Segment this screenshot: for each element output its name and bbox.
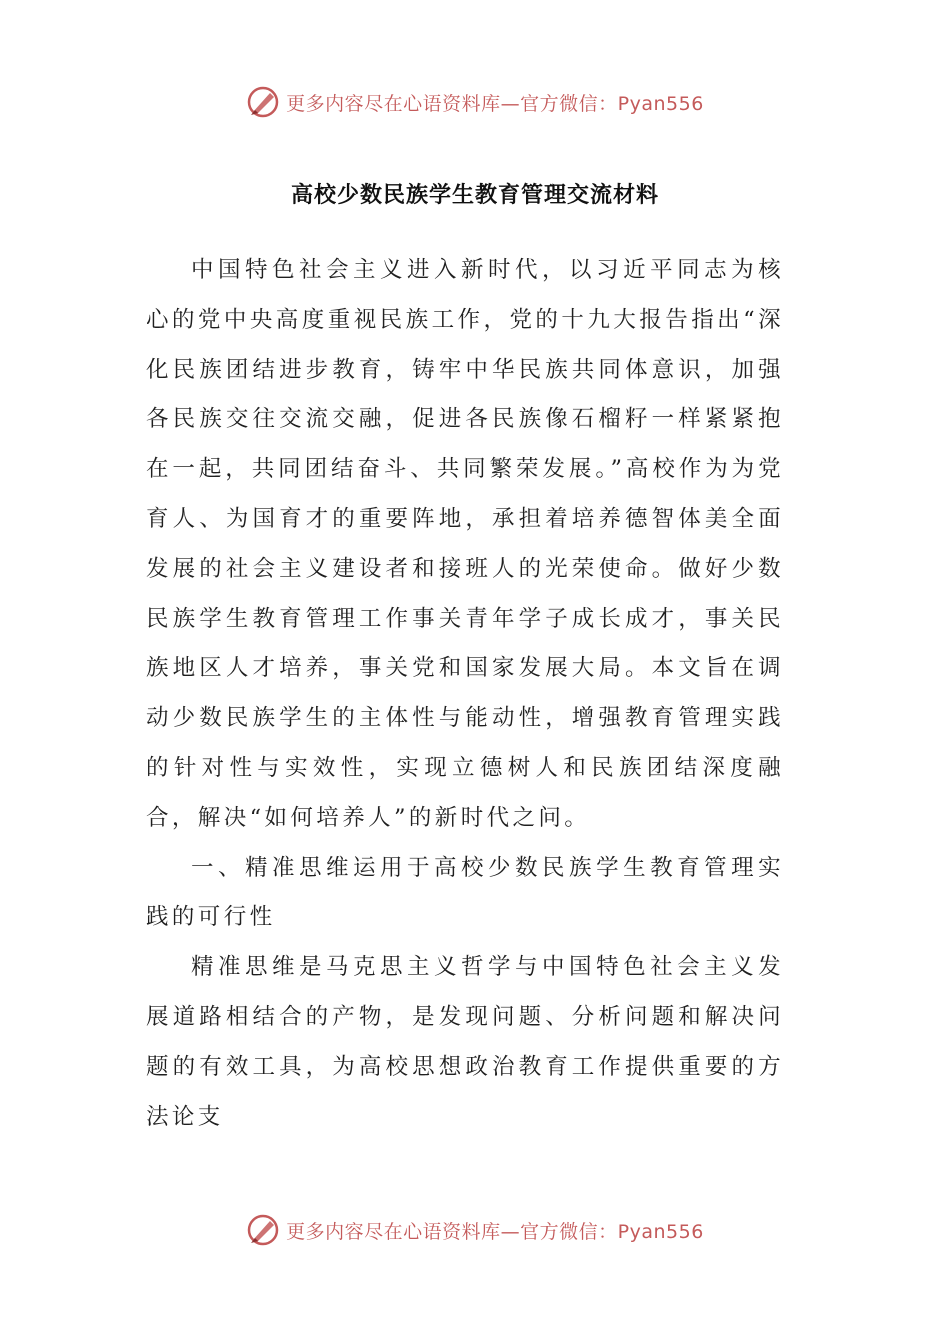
footer-banner [0, 1210, 950, 1250]
header-banner [0, 82, 950, 122]
pen-logo-icon [246, 1213, 280, 1247]
paragraph-section-1: 精准思维是马克思主义哲学与中国特色社会主义发展道路相结合的产物，是发现问题、分析问题和解决问题的有效工具，为高校思想政治教育工作提供重要的方法论支 [146, 954, 784, 1130]
document-body [146, 246, 784, 1142]
pen-logo-icon [246, 85, 280, 119]
document-title: 高校少数民族学生教育管理交流材料 [290, 183, 659, 208]
section-heading-1: 一、精准思维运用于高校少数民族学生教育管理实践的可行性 [146, 854, 784, 931]
footer-banner-text: 更多内容尽在心语资料库—官方微信：Pyan556 [286, 1220, 704, 1243]
paragraph-intro: 中国特色社会主义进入新时代，以习近平同志为核心的党中央高度重视民族工作，党的十九大报告指出“深化民族团结进步教育，铸牢中华民族共同体意识，加强各民族交往交流交融，促进各民族像石榴籽一样紧紧抱在一起，共同团结奋斗、共同繁荣发展。”高校作为为党育人、为国育才的重要阵地，承担着培养德智体美全面发展的社会主义建设者和接班人的光荣使命。做好少数民族学生教育管理工作事关青年学子成长成才，事关民族地区人才培养，事关党和国家发展大局。本文旨在调动少数民族学生的主体性与能动性，增强教育管理实践的针对性与实效性，实现立德树人和民族团结深度融合，解决“如何培养人”的新时代之问。 [146, 257, 784, 831]
header-banner-text: 更多内容尽在心语资料库—官方微信：Pyan556 [286, 92, 704, 115]
